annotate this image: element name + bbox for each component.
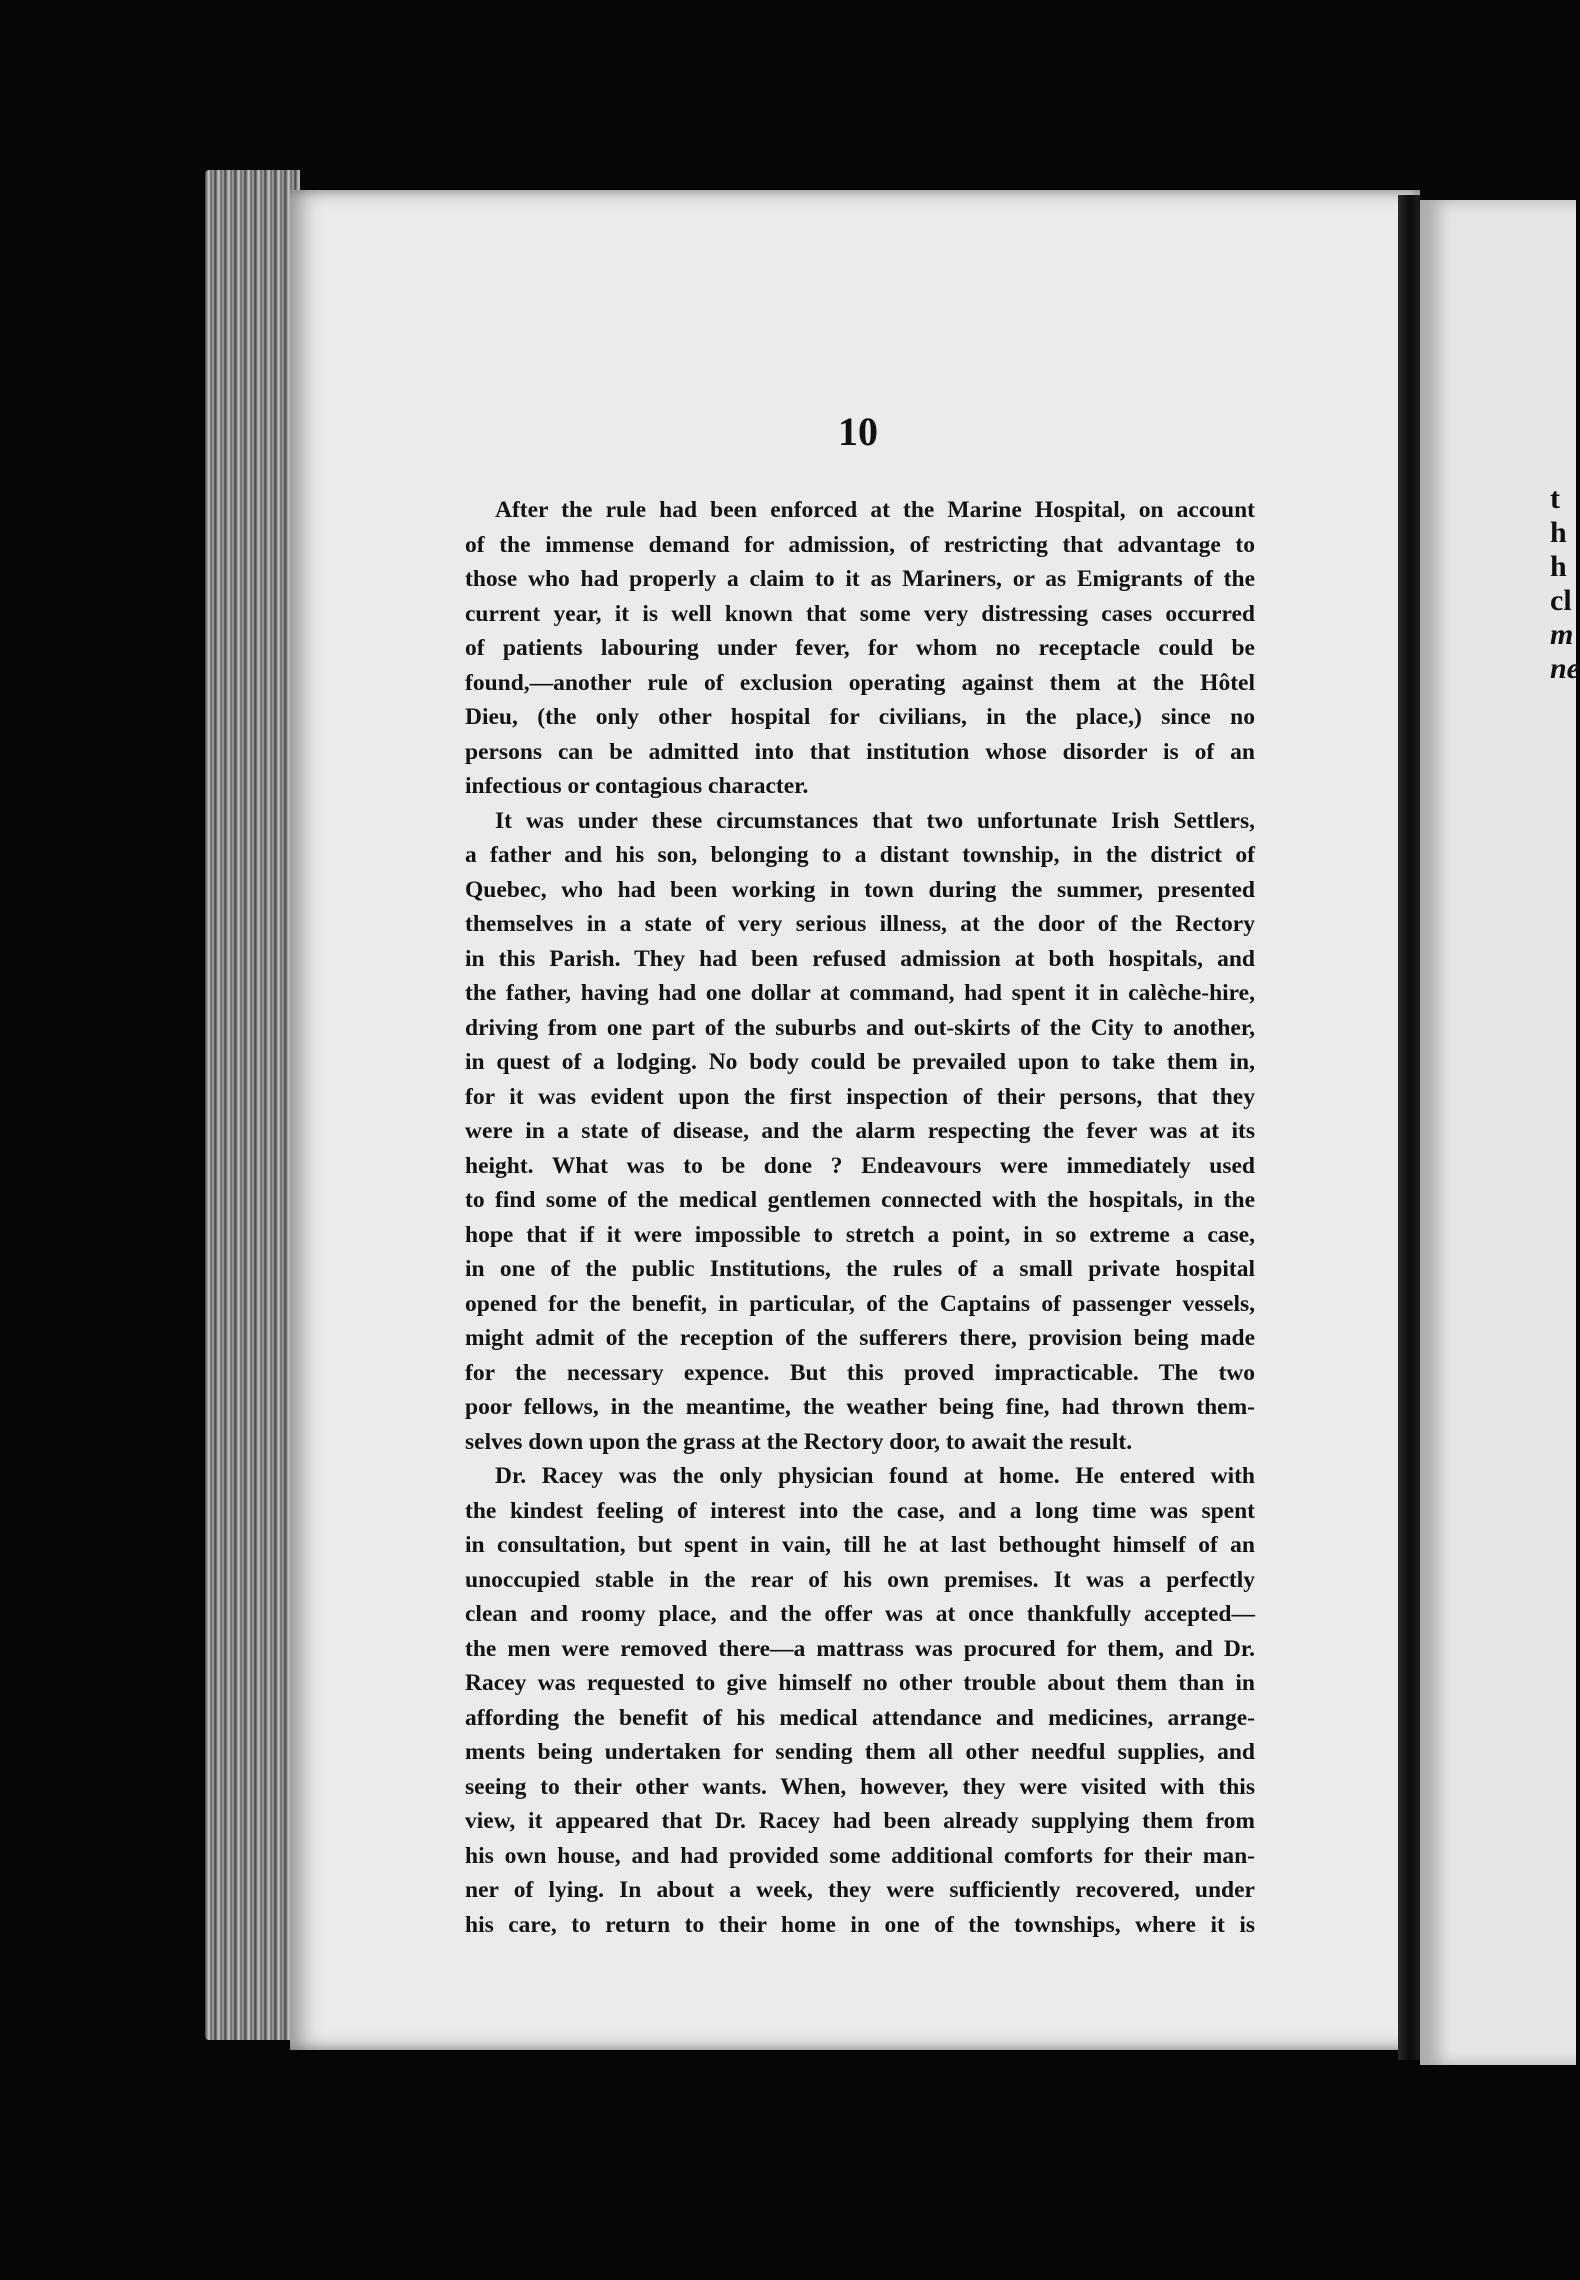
book-page-edges	[205, 170, 300, 2040]
text-line: his own house, and had provided some additional comforts for their man-	[465, 1842, 1255, 1869]
text-line: selves down upon the grass at the Rectory door, to await the result.	[465, 1428, 1133, 1455]
body-text	[465, 493, 1255, 1942]
right-page	[1420, 200, 1580, 2065]
text-line: the men were removed there—a mattrass was procured for them, and Dr.	[465, 1635, 1255, 1662]
text-line: Racey was requested to give himself no other trouble about them than in	[465, 1670, 1255, 1696]
text-line: a father and his son, belonging to a distant township, in the district of	[465, 842, 1255, 868]
text-line: in this Parish. They had been refused admission at both hospitals, and	[465, 945, 1255, 972]
text-line: Dieu, (the only other hospital for civilians, in the place,) since no	[465, 704, 1255, 730]
text-line: clean and roomy place, and the offer was at once thankfully accepted—	[465, 1601, 1255, 1627]
facing-page-fragment: t	[1550, 482, 1560, 515]
text-line: hope that if it were impossible to stretch a point, in so extreme a case,	[465, 1221, 1255, 1248]
facing-page-fragment: cl	[1550, 584, 1572, 617]
text-line: ner of lying. In about a week, they were sufficiently recovered, under	[465, 1877, 1255, 1903]
facing-page-fragment: m	[1550, 618, 1574, 651]
text-line: the father, having had one dollar at command, had spent it in calèche-hire,	[465, 980, 1255, 1006]
text-line: height. What was to be done ? Endeavours were immediately used	[465, 1152, 1255, 1179]
text-line: infectious or contagious character.	[465, 773, 809, 799]
text-line: affording the benefit of his medical attendance and medicines, arrange-	[465, 1704, 1255, 1731]
text-line: might admit of the reception of the sufferers there, provision being made	[465, 1325, 1255, 1351]
text-line: those who had properly a claim to it as Mariners, or as Emigrants of the	[465, 566, 1255, 592]
text-line: his care, to return to their home in one of the townships, where it is	[465, 1911, 1255, 1938]
text-line: driving from one part of the suburbs and out-skirts of the City to another,	[465, 1014, 1255, 1041]
page-number: 10	[838, 409, 878, 454]
text-line: the kindest feeling of interest into the case, and a long time was spent	[465, 1497, 1255, 1524]
text-line: Dr. Racey was the only physician found at home. He entered with	[495, 1463, 1255, 1489]
text-line: of the immense demand for admission, of restricting that advantage to	[465, 531, 1255, 558]
text-line: in one of the public Institutions, the rules of a small private hospital	[465, 1256, 1255, 1282]
text-line: to find some of the medical gentlemen connected with the hospitals, in the	[465, 1187, 1255, 1213]
facing-page-fragment: h	[1550, 550, 1567, 583]
text-line: poor fellows, in the meantime, the weather being fine, had thrown them-	[465, 1394, 1255, 1420]
text-line: seeing to their other wants. When, however, they were visited with this	[465, 1773, 1255, 1800]
text-line: Quebec, who had been working in town during the summer, presented	[465, 876, 1255, 903]
text-line: current year, it is well known that some very distressing cases occurred	[465, 600, 1255, 627]
text-line: unoccupied stable in the rear of his own premises. It was a perfectly	[465, 1566, 1255, 1593]
text-line: were in a state of disease, and the alarm respecting the fever was at its	[465, 1118, 1255, 1144]
text-line: in consultation, but spent in vain, till he at last bethought himself of an	[465, 1532, 1255, 1558]
text-line: themselves in a state of very serious illness, at the door of the Rectory	[465, 911, 1255, 937]
book-gutter	[1398, 195, 1420, 2060]
text-line: After the rule had been enforced at the Marine Hospital, on account	[495, 497, 1255, 523]
text-line: view, it appeared that Dr. Racey had been already supplying them from	[465, 1808, 1255, 1834]
text-line: It was under these circumstances that two unfortunate Irish Settlers,	[495, 807, 1255, 834]
facing-page-fragment: ne	[1550, 652, 1580, 685]
text-line: ments being undertaken for sending them all other needful supplies, and	[465, 1739, 1255, 1765]
text-line: for the necessary expence. But this proved impracticable. The two	[465, 1359, 1255, 1386]
facing-page-fragment: h	[1550, 516, 1567, 549]
text-line: opened for the benefit, in particular, of the Captains of passenger vessels,	[465, 1290, 1255, 1317]
text-line: of patients labouring under fever, for whom no receptacle could be	[465, 635, 1255, 661]
text-line: found,—another rule of exclusion operating against them at the Hôtel	[465, 669, 1255, 696]
text-line: persons can be admitted into that institution whose disorder is of an	[465, 738, 1255, 765]
text-line: for it was evident upon the first inspection of their persons, that they	[465, 1083, 1255, 1110]
text-line: in quest of a lodging. No body could be prevailed upon to take them in,	[465, 1049, 1255, 1075]
